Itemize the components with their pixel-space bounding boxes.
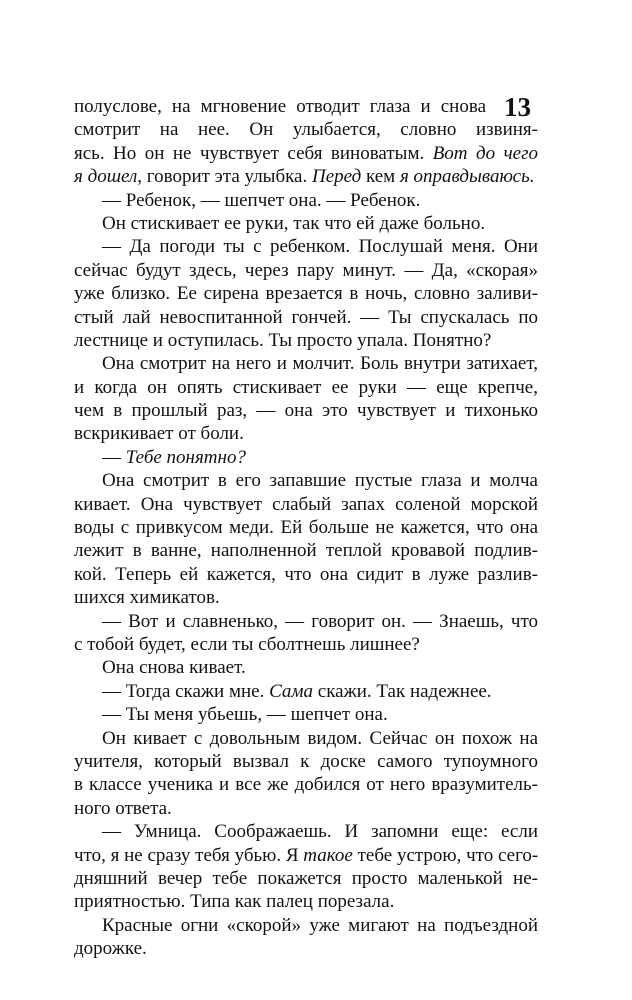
text-line (74, 539, 538, 562)
text-segment: приятностью. Типа как палец порезала. (74, 891, 395, 913)
text-segment: — Ты меня убьешь, — шепчет она. (102, 704, 388, 726)
text-line (74, 352, 538, 375)
text-line (74, 656, 538, 679)
text-line (74, 563, 538, 586)
text-segment: кивает. Она чувствует слабый запах соленой морской (74, 493, 538, 515)
text-line (74, 493, 538, 516)
text-line (74, 727, 538, 750)
text-line (74, 446, 538, 469)
text-segment: воды с привкусом меди. Ей больше не кажется, что она (74, 517, 538, 539)
text-segment: с тобой будет, если ты сболтнешь лишнее? (74, 633, 420, 655)
text-segment: Он кивает с довольным видом. Сейчас он похож на (102, 727, 538, 749)
text-line (74, 469, 538, 492)
text-line (74, 142, 538, 165)
text-segment: учителя, который вызвал к доске самого тупоумного (74, 750, 538, 772)
text-line (74, 282, 538, 305)
text-segment: ясь. Но он не чувствует себя виноватым. (74, 142, 433, 164)
text-line (74, 937, 538, 960)
text-segment: Он стискивает ее руки, так что ей даже больно. (102, 212, 486, 234)
text-segment: — (102, 446, 126, 468)
text-line (74, 844, 538, 867)
text-segment: дорожке. (74, 938, 147, 960)
text-segment: — Вот и славненько, — говорит он. — Знаешь, что (102, 610, 538, 632)
text-line (74, 680, 538, 703)
text-line (74, 259, 538, 282)
text-line (74, 376, 538, 399)
text-line (74, 516, 538, 539)
italic-text: Тебе понятно? (125, 446, 246, 468)
text-segment: кем (361, 166, 400, 188)
text-line (74, 212, 538, 235)
text-segment: стый лай невоспитанной гончей. — Ты спускалась по (74, 306, 538, 328)
text-line (74, 914, 538, 937)
text-line (74, 329, 538, 352)
text-segment: тебе устрою, что сего- (352, 844, 539, 866)
text-line (74, 867, 538, 890)
text-segment: что, я не сразу тебя убью. Я (74, 844, 304, 866)
text-segment: — Да погоди ты с ребенком. Послушай меня. Они (102, 236, 538, 258)
text-segment: лежит в ванне, наполненной теплой кровавой подлив- (74, 540, 538, 562)
text-segment: смотрит на нее. Он улыбается, словно извиня- (74, 119, 538, 141)
italic-text: я оправдываюсь. (399, 166, 535, 188)
text-line (74, 703, 538, 726)
text-line (74, 422, 538, 445)
text-line (74, 118, 538, 141)
italic-text: такое (303, 844, 353, 866)
text-line (74, 189, 538, 212)
text-line (74, 797, 538, 820)
text-segment: полуслове, на мгновение отводит глаза и снова (74, 96, 486, 117)
text-line (74, 820, 538, 843)
text-segment: , говорит эта улыбка. (137, 166, 312, 188)
italic-text: Вот до чего (432, 142, 538, 164)
page-number: 13 (504, 92, 531, 122)
text-line (74, 586, 538, 609)
text-line (74, 890, 538, 913)
text-segment: уже близко. Ее сирена врезается в ночь, словно заливи- (74, 283, 538, 305)
text-segment: в классе ученика и все же добился от него вразумитель- (74, 774, 538, 796)
text-line (74, 399, 538, 422)
text-segment: — Умница. Соображаешь. И запомни еще: если (102, 821, 538, 843)
text-segment: чем в прошлый раз, — она это чувствует и тихонько (74, 400, 538, 422)
text-segment: вскрикивает от боли. (74, 423, 244, 445)
text-line (74, 633, 538, 656)
text-segment: дняшний вечер тебе покажется просто маленькой не- (74, 867, 538, 889)
text-segment: и когда он опять стискивает ее руки — еще крепче, (74, 376, 538, 398)
body-text (74, 92, 539, 960)
italic-text: я дошел (74, 166, 138, 188)
text-segment: лестнице и оступилась. Ты просто упала. Понятно? (74, 329, 492, 351)
text-segment: Она снова кивает. (102, 657, 246, 679)
text-segment: ного ответа. (74, 797, 172, 819)
text-segment: скажи. Так надежнее. (313, 680, 492, 702)
text-segment: — Тогда скажи мне. (102, 680, 270, 702)
text-segment: кой. Теперь ей кажется, что она сидит в луже разлив- (74, 563, 538, 585)
text-line (74, 165, 538, 188)
text-line (74, 306, 538, 329)
italic-text: Сама (269, 680, 314, 702)
text-line (74, 773, 538, 796)
text-line (74, 610, 538, 633)
text-segment: Она смотрит на него и молчит. Боль внутри затихает, (102, 353, 538, 375)
italic-text: Перед (312, 166, 362, 188)
text-segment: шихся химикатов. (74, 587, 220, 609)
text-line (74, 235, 538, 258)
text-segment: — Ребенок, — шепчет она. — Ребенок. (102, 189, 421, 211)
text-segment: Красные огни «скорой» уже мигают на подъездной (102, 914, 538, 936)
text-line (74, 95, 486, 118)
text-line (74, 750, 538, 773)
text-segment: Она смотрит в его запавшие пустые глаза и молча (102, 470, 538, 492)
text-segment: сейчас будут здесь, через пару минут. — Да, «скорая» (74, 259, 538, 281)
